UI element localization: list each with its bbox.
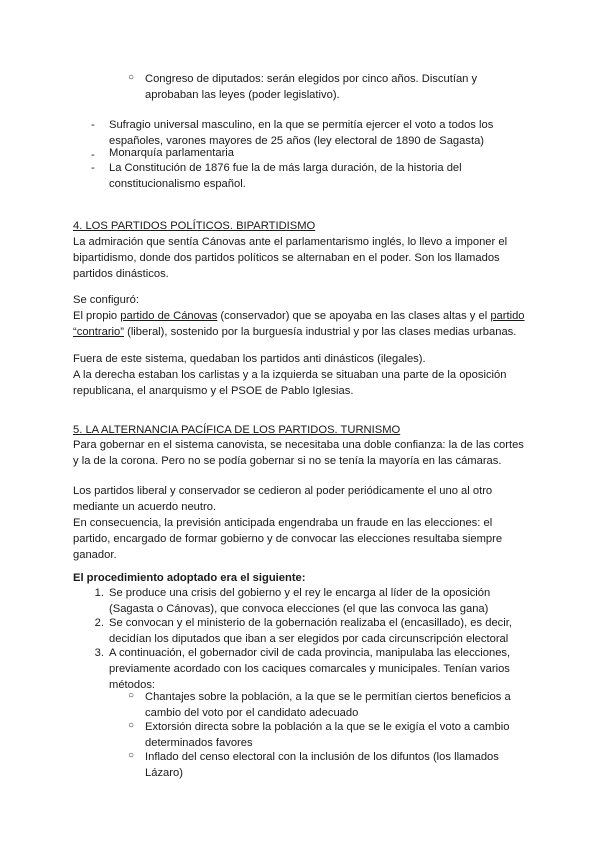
circle-bullet-icon: ○ xyxy=(128,750,135,761)
paragraph: La admiración que sentía Cánovas ante el parlamentarismo inglés, lo llevo a imponer el bipartidismo, donde dos partidos políticos se alternaban en el poder. Son los llamados partidos dinásticos. xyxy=(73,236,508,280)
step-number: 1. xyxy=(94,587,104,599)
list-item: La Constitución de 1876 fue la de más larga duración, de la historia del constitucionalismo español. xyxy=(109,162,462,190)
section-heading: 5. LA ALTERNANCIA PACÍFICA DE LOS PARTIDOS. TURNISMO xyxy=(73,424,401,436)
dash-bullet-icon: - xyxy=(91,149,95,161)
section-heading: 4. LOS PARTIDOS POLÍTICOS. BIPARTIDISMO xyxy=(73,220,316,232)
step-number: 3. xyxy=(94,647,104,659)
party-link: partido xyxy=(490,310,525,322)
party-link: partido de Cánovas xyxy=(120,310,218,322)
list-item: Chantajes sobre la población, a la que se le permitían ciertos beneficios a cambio del voto por el candidato adecuado xyxy=(145,691,511,719)
procedure-heading: El procedimiento adoptado era el siguiente: xyxy=(73,572,306,584)
list-item: Inflado del censo electoral con la inclusión de los difuntos (los llamados Lázaro) xyxy=(145,751,499,779)
list-item: Se convocan y el ministerio de la gobernación realizaba el (encasillado), es decir, decidían los diputados que iban a ser elegidos por cada circunscripción electoral xyxy=(109,617,512,645)
list-item: A continuación, el gobernador civil de cada provincia, manipulaba las elecciones, previamente acordado con los caciques comarcales y municipales. Tenían varios métodos: xyxy=(109,647,511,691)
list-item: Se produce una crisis del gobierno y el rey le encarga al líder de la oposición (Sagasta o Cánovas), que convoca elecciones (el que las convoca las gana) xyxy=(109,587,491,615)
circle-bullet-icon: ○ xyxy=(128,720,135,731)
list-item: Extorsión directa sobre la población a la que se le exigía el voto a cambio determinados favores xyxy=(145,721,510,749)
circle-bullet-icon: ○ xyxy=(128,72,135,83)
dash-bullet-icon: - xyxy=(91,119,95,131)
step-number: 2. xyxy=(94,617,104,629)
paragraph: Fuera de este sistema, quedaban los partidos anti dinásticos (ilegales). A la derecha estaban los carlistas y a la izquierda se situaban una parte de la oposición republicana, el anarquismo y el PSOE de Pablo Iglesias. xyxy=(73,353,507,397)
paragraph: Se configuró: El propio partido de Cánovas (conservador) que se apoyaba en las clases altas y el partido “contrario” (liberal), sostenido por la burguesía industrial y por las clases medias urbanas. xyxy=(73,294,525,338)
party-link: “contrario” xyxy=(73,326,124,338)
list-item: Congreso de diputados: serán elegidos por cinco años. Discutían y aprobaban las leyes (poder legislativo). xyxy=(145,73,478,101)
circle-bullet-icon: ○ xyxy=(128,690,135,701)
list-item: Monarquía parlamentaria xyxy=(109,147,234,159)
paragraph: Los partidos liberal y conservador se cedieron al poder periódicamente el uno al otro mediante un acuerdo neutro. En consecuencia, la previsión anticipada engendraba un fraude en las elecciones: el partido, encargado de formar gobierno y de convocar las elecciones resultaba siempre ganador. xyxy=(73,485,503,561)
list-item: Sufragio universal masculino, en la que se permitía ejercer el voto a todos los españoles, varones mayores de 25 años (ley electoral de 1890 de Sagasta) xyxy=(109,119,494,147)
paragraph: Para gobernar en el sistema canovista, se necesitaba una doble confianza: la de las cortes y la de la corona. Pero no se podía gobernar si no se tenía la mayoría en las cámaras. xyxy=(73,439,524,467)
dash-bullet-icon: - xyxy=(91,162,95,174)
